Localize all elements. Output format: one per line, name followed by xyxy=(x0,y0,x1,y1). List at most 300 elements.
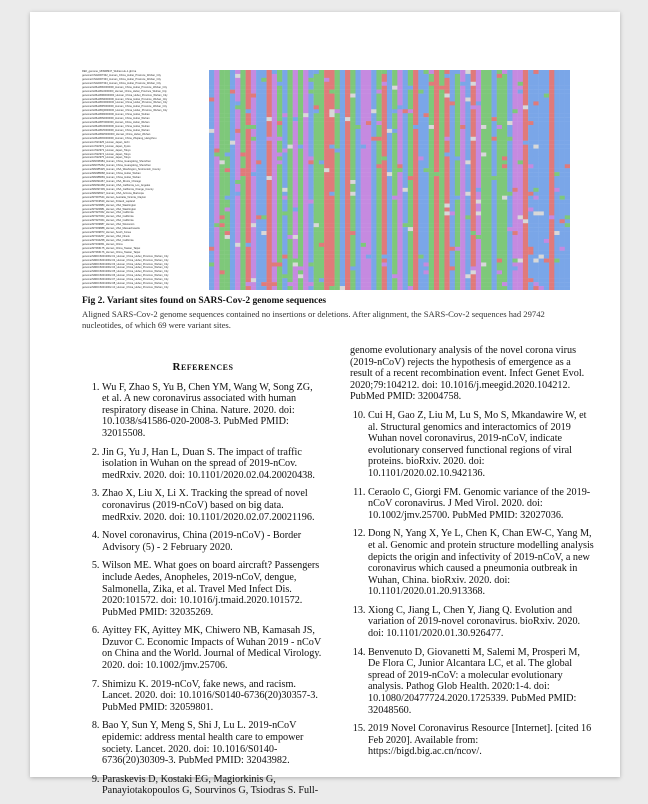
alignment-cell xyxy=(502,74,507,78)
alignment-cell xyxy=(439,74,444,78)
alignment-cell xyxy=(240,90,245,94)
alignment-cell xyxy=(361,105,366,109)
alignment-cell xyxy=(319,129,324,133)
alignment-cell xyxy=(481,153,486,157)
alignment-cell xyxy=(345,141,350,145)
alignment-cell xyxy=(450,160,455,164)
alignment-cell xyxy=(497,266,502,270)
alignment-cell xyxy=(476,208,481,212)
alignment-cell xyxy=(287,243,292,247)
alignment-cell xyxy=(335,247,340,251)
alignment-cell xyxy=(528,145,533,149)
alignment-cell xyxy=(444,160,449,164)
alignment-cell xyxy=(528,204,533,208)
alignment-cell xyxy=(355,227,360,231)
alignment-cell xyxy=(434,180,439,184)
alignment-cell xyxy=(502,215,507,219)
alignment-cell xyxy=(408,156,413,160)
alignment-cell xyxy=(408,243,413,247)
alignment-cell xyxy=(397,168,402,172)
alignment-cell xyxy=(460,278,465,282)
alignment-cell xyxy=(471,176,476,180)
alignment-cell xyxy=(382,188,387,192)
alignment-cell xyxy=(408,180,413,184)
alignment-cell xyxy=(465,286,470,290)
alignment-cell xyxy=(523,82,528,86)
alignment-cell xyxy=(219,188,224,192)
alignment-cell xyxy=(403,263,408,267)
alignment-cell xyxy=(560,274,565,278)
alignment-cell xyxy=(277,105,282,109)
alignment-cell xyxy=(539,172,544,176)
alignment-cell xyxy=(481,286,486,290)
alignment-cell xyxy=(214,129,219,133)
alignment-cell xyxy=(387,145,392,149)
alignment-cell xyxy=(340,74,345,78)
alignment-cell xyxy=(261,263,266,267)
alignment-cell xyxy=(549,133,554,137)
alignment-cell xyxy=(533,188,538,192)
alignment-cell xyxy=(345,98,350,102)
alignment-cell xyxy=(518,211,523,215)
alignment-cell xyxy=(214,282,219,286)
alignment-cell xyxy=(314,74,319,78)
alignment-cell xyxy=(512,231,517,235)
alignment-cell xyxy=(251,149,256,153)
sequence-label: genome/GWHABT0000000_Human_China_Hubei_Wuhan xyxy=(82,121,150,125)
alignment-cell xyxy=(235,282,240,286)
alignment-cell xyxy=(340,219,345,223)
alignment-cell xyxy=(403,192,408,196)
alignment-cell xyxy=(403,172,408,176)
alignment-cell xyxy=(444,137,449,141)
alignment-cell xyxy=(298,188,303,192)
alignment-cell xyxy=(267,208,272,212)
alignment-cell xyxy=(387,105,392,109)
alignment-cell xyxy=(219,109,224,113)
alignment-cell xyxy=(560,90,565,94)
alignment-cell xyxy=(345,196,350,200)
alignment-cell xyxy=(319,204,324,208)
alignment-cell xyxy=(512,239,517,243)
alignment-cell xyxy=(455,200,460,204)
alignment-cell xyxy=(565,231,570,235)
alignment-cell xyxy=(549,70,554,74)
alignment-cell xyxy=(261,129,266,133)
alignment-cell xyxy=(225,204,230,208)
alignment-cell xyxy=(261,192,266,196)
alignment-cell xyxy=(256,156,261,160)
alignment-cell xyxy=(382,235,387,239)
alignment-cell xyxy=(403,121,408,125)
alignment-cell xyxy=(481,141,486,145)
alignment-cell xyxy=(397,247,402,251)
alignment-cell xyxy=(382,278,387,282)
alignment-cell xyxy=(308,227,313,231)
sequence-label: genome/MT044258_Human_USA_California xyxy=(82,238,134,242)
alignment-cell xyxy=(565,125,570,129)
alignment-cell xyxy=(403,129,408,133)
alignment-cell xyxy=(371,251,376,255)
alignment-cell xyxy=(486,105,491,109)
alignment-cell xyxy=(256,133,261,137)
alignment-cell xyxy=(507,86,512,90)
alignment-cell xyxy=(293,196,298,200)
alignment-cell xyxy=(293,188,298,192)
alignment-figure xyxy=(82,70,570,290)
alignment-cell xyxy=(319,211,324,215)
alignment-cell xyxy=(492,200,497,204)
alignment-cell xyxy=(512,204,517,208)
alignment-cell xyxy=(512,125,517,129)
alignment-cell xyxy=(314,117,319,121)
alignment-cell xyxy=(455,141,460,145)
alignment-cell xyxy=(497,109,502,113)
alignment-cell xyxy=(303,243,308,247)
alignment-cell xyxy=(403,200,408,204)
alignment-cell xyxy=(481,263,486,267)
alignment-cell xyxy=(256,192,261,196)
alignment-cell xyxy=(235,168,240,172)
alignment-cell xyxy=(554,94,559,98)
alignment-cell xyxy=(565,160,570,164)
alignment-cell xyxy=(267,219,272,223)
alignment-cell xyxy=(361,204,366,208)
alignment-cell xyxy=(335,117,340,121)
alignment-cell xyxy=(209,117,214,121)
alignment-cell xyxy=(298,145,303,149)
alignment-cell xyxy=(492,239,497,243)
alignment-cell xyxy=(544,172,549,176)
alignment-cell xyxy=(429,286,434,290)
alignment-cell xyxy=(319,164,324,168)
alignment-cell xyxy=(340,196,345,200)
alignment-cell xyxy=(355,282,360,286)
alignment-cell xyxy=(382,243,387,247)
alignment-cell xyxy=(523,247,528,251)
alignment-cell xyxy=(507,196,512,200)
alignment-cell xyxy=(397,259,402,263)
alignment-cell xyxy=(492,247,497,251)
alignment-cell xyxy=(528,231,533,235)
alignment-cell xyxy=(544,141,549,145)
alignment-cell xyxy=(507,204,512,208)
alignment-cell xyxy=(528,243,533,247)
alignment-cell xyxy=(486,168,491,172)
alignment-cell xyxy=(230,208,235,212)
alignment-cell xyxy=(512,219,517,223)
alignment-cell xyxy=(565,263,570,267)
alignment-cell xyxy=(235,270,240,274)
alignment-cell xyxy=(277,90,282,94)
alignment-cell xyxy=(518,176,523,180)
alignment-cell xyxy=(314,90,319,94)
alignment-cell xyxy=(528,278,533,282)
alignment-cell xyxy=(225,270,230,274)
alignment-cell xyxy=(539,117,544,121)
alignment-cell xyxy=(251,215,256,219)
alignment-cell xyxy=(418,160,423,164)
alignment-cell xyxy=(230,251,235,255)
alignment-cell xyxy=(429,105,434,109)
alignment-cell xyxy=(219,74,224,78)
alignment-cell xyxy=(261,180,266,184)
alignment-cell xyxy=(340,160,345,164)
alignment-cell xyxy=(329,94,334,98)
alignment-cell xyxy=(492,235,497,239)
alignment-cell xyxy=(392,176,397,180)
alignment-cell xyxy=(371,172,376,176)
alignment-cell xyxy=(256,113,261,117)
alignment-cell xyxy=(219,263,224,267)
alignment-cell xyxy=(486,196,491,200)
alignment-cell xyxy=(314,243,319,247)
alignment-cell xyxy=(392,86,397,90)
alignment-cell xyxy=(544,247,549,251)
alignment-cell xyxy=(345,215,350,219)
alignment-cell xyxy=(329,113,334,117)
alignment-cell xyxy=(512,243,517,247)
alignment-cell xyxy=(214,105,219,109)
alignment-cell xyxy=(424,94,429,98)
alignment-cell xyxy=(408,223,413,227)
alignment-cell xyxy=(560,168,565,172)
alignment-cell xyxy=(413,109,418,113)
alignment-cell xyxy=(397,133,402,137)
alignment-cell xyxy=(209,101,214,105)
alignment-cell xyxy=(544,215,549,219)
alignment-cell xyxy=(235,129,240,133)
alignment-cell xyxy=(560,94,565,98)
alignment-cell xyxy=(382,223,387,227)
alignment-cell xyxy=(240,259,245,263)
alignment-cell xyxy=(355,78,360,82)
alignment-cell xyxy=(471,125,476,129)
alignment-cell xyxy=(560,263,565,267)
alignment-cell xyxy=(471,156,476,160)
alignment-cell xyxy=(507,184,512,188)
alignment-cell xyxy=(319,278,324,282)
alignment-cell xyxy=(413,78,418,82)
alignment-cell xyxy=(219,98,224,102)
alignment-cell xyxy=(214,251,219,255)
alignment-cell xyxy=(465,129,470,133)
alignment-cell xyxy=(392,239,397,243)
alignment-cell xyxy=(397,196,402,200)
alignment-cell xyxy=(303,180,308,184)
alignment-cell xyxy=(539,270,544,274)
alignment-cell xyxy=(549,78,554,82)
alignment-cell xyxy=(397,215,402,219)
alignment-cell xyxy=(502,145,507,149)
alignment-cell xyxy=(293,247,298,251)
alignment-cell xyxy=(450,145,455,149)
alignment-cell xyxy=(523,251,528,255)
sequence-label: genome/GWHABP0000000_Human_China_Hubei_Province_Wuhan_City xyxy=(82,105,168,109)
alignment-cell xyxy=(308,78,313,82)
alignment-cell xyxy=(554,219,559,223)
alignment-cell xyxy=(471,164,476,168)
alignment-cell xyxy=(533,176,538,180)
alignment-cell xyxy=(434,192,439,196)
alignment-cell xyxy=(340,192,345,196)
alignment-cell xyxy=(277,247,282,251)
alignment-cell xyxy=(429,137,434,141)
alignment-cell xyxy=(434,160,439,164)
alignment-cell xyxy=(439,164,444,168)
alignment-cell xyxy=(246,156,251,160)
alignment-cell xyxy=(345,160,350,164)
alignment-cell xyxy=(481,278,486,282)
alignment-cell xyxy=(314,259,319,263)
alignment-cell xyxy=(444,164,449,168)
alignment-cell xyxy=(340,282,345,286)
alignment-cell xyxy=(246,74,251,78)
alignment-cell xyxy=(235,223,240,227)
alignment-cell xyxy=(303,172,308,176)
alignment-cell xyxy=(209,239,214,243)
alignment-cell xyxy=(355,196,360,200)
alignment-cell xyxy=(387,204,392,208)
alignment-cell xyxy=(355,74,360,78)
alignment-cell xyxy=(329,227,334,231)
alignment-cell xyxy=(219,153,224,157)
alignment-cell xyxy=(314,270,319,274)
alignment-cell xyxy=(465,145,470,149)
alignment-cell xyxy=(350,109,355,113)
alignment-cell xyxy=(272,227,277,231)
alignment-cell xyxy=(492,251,497,255)
alignment-cell xyxy=(340,247,345,251)
alignment-cell xyxy=(350,129,355,133)
alignment-cell xyxy=(376,204,381,208)
alignment-cell xyxy=(392,121,397,125)
alignment-cell xyxy=(492,109,497,113)
alignment-cell xyxy=(230,235,235,239)
alignment-cell xyxy=(408,164,413,168)
alignment-cell xyxy=(298,156,303,160)
alignment-cell xyxy=(308,282,313,286)
alignment-cell xyxy=(413,101,418,105)
alignment-cell xyxy=(418,270,423,274)
alignment-cell xyxy=(455,172,460,176)
alignment-cell xyxy=(471,219,476,223)
alignment-cell xyxy=(492,74,497,78)
alignment-cell xyxy=(471,204,476,208)
alignment-cell xyxy=(471,263,476,267)
alignment-cell xyxy=(444,121,449,125)
alignment-cell xyxy=(486,286,491,290)
alignment-cell xyxy=(350,278,355,282)
alignment-cell xyxy=(408,196,413,200)
alignment-cell xyxy=(528,200,533,204)
reference-item: 11. Ceraolo C, Giorgi FM. Genomic variance of the 2019-nCoV coronavirus. J Med Virol. 2020. doi: 10.1002/jmv.25700. PubMed PMID: 32027036. xyxy=(368,487,594,522)
alignment-cell xyxy=(502,125,507,129)
alignment-cell xyxy=(376,109,381,113)
alignment-cell xyxy=(481,204,486,208)
alignment-cell xyxy=(465,133,470,137)
alignment-cell xyxy=(403,94,408,98)
alignment-cell xyxy=(539,278,544,282)
alignment-cell xyxy=(533,204,538,208)
alignment-cell xyxy=(429,86,434,90)
alignment-cell xyxy=(497,125,502,129)
alignment-cell xyxy=(518,200,523,204)
alignment-cell xyxy=(418,74,423,78)
alignment-cell xyxy=(460,208,465,212)
alignment-cell xyxy=(507,259,512,263)
alignment-cell xyxy=(225,227,230,231)
alignment-cell xyxy=(549,180,554,184)
alignment-cell xyxy=(240,204,245,208)
alignment-cell xyxy=(361,141,366,145)
alignment-cell xyxy=(246,274,251,278)
alignment-cell xyxy=(554,227,559,231)
alignment-cell xyxy=(277,149,282,153)
alignment-cell xyxy=(471,70,476,74)
alignment-cell xyxy=(476,153,481,157)
alignment-cell xyxy=(444,247,449,251)
alignment-cell xyxy=(329,231,334,235)
alignment-cell xyxy=(219,219,224,223)
alignment-cell xyxy=(502,78,507,82)
alignment-cell xyxy=(376,259,381,263)
alignment-cell xyxy=(319,196,324,200)
alignment-cell xyxy=(303,105,308,109)
alignment-cell xyxy=(465,172,470,176)
alignment-cell xyxy=(560,156,565,160)
alignment-cell xyxy=(246,98,251,102)
alignment-cell xyxy=(382,70,387,74)
alignment-cell xyxy=(560,105,565,109)
alignment-cell xyxy=(439,184,444,188)
alignment-cell xyxy=(455,145,460,149)
alignment-cell xyxy=(345,211,350,215)
alignment-cell xyxy=(397,153,402,157)
alignment-cell xyxy=(476,247,481,251)
alignment-cell xyxy=(230,188,235,192)
alignment-cell xyxy=(314,180,319,184)
alignment-cell xyxy=(314,247,319,251)
alignment-cell xyxy=(335,243,340,247)
alignment-cell xyxy=(502,219,507,223)
alignment-cell xyxy=(424,215,429,219)
alignment-cell xyxy=(361,117,366,121)
alignment-cell xyxy=(397,141,402,145)
alignment-cell xyxy=(251,164,256,168)
alignment-cell xyxy=(287,274,292,278)
alignment-cell xyxy=(355,211,360,215)
alignment-cell xyxy=(392,105,397,109)
alignment-cell xyxy=(267,263,272,267)
alignment-cell xyxy=(528,90,533,94)
alignment-cell xyxy=(303,129,308,133)
alignment-cell xyxy=(361,129,366,133)
alignment-cell xyxy=(408,74,413,78)
alignment-cell xyxy=(235,172,240,176)
alignment-cell xyxy=(308,172,313,176)
alignment-cell xyxy=(319,86,324,90)
alignment-cell xyxy=(424,211,429,215)
alignment-cell xyxy=(277,172,282,176)
alignment-cell xyxy=(392,243,397,247)
alignment-cell xyxy=(382,156,387,160)
alignment-cell xyxy=(507,192,512,196)
alignment-cell xyxy=(518,180,523,184)
alignment-cell xyxy=(350,239,355,243)
alignment-cell xyxy=(518,109,523,113)
alignment-cell xyxy=(476,227,481,231)
